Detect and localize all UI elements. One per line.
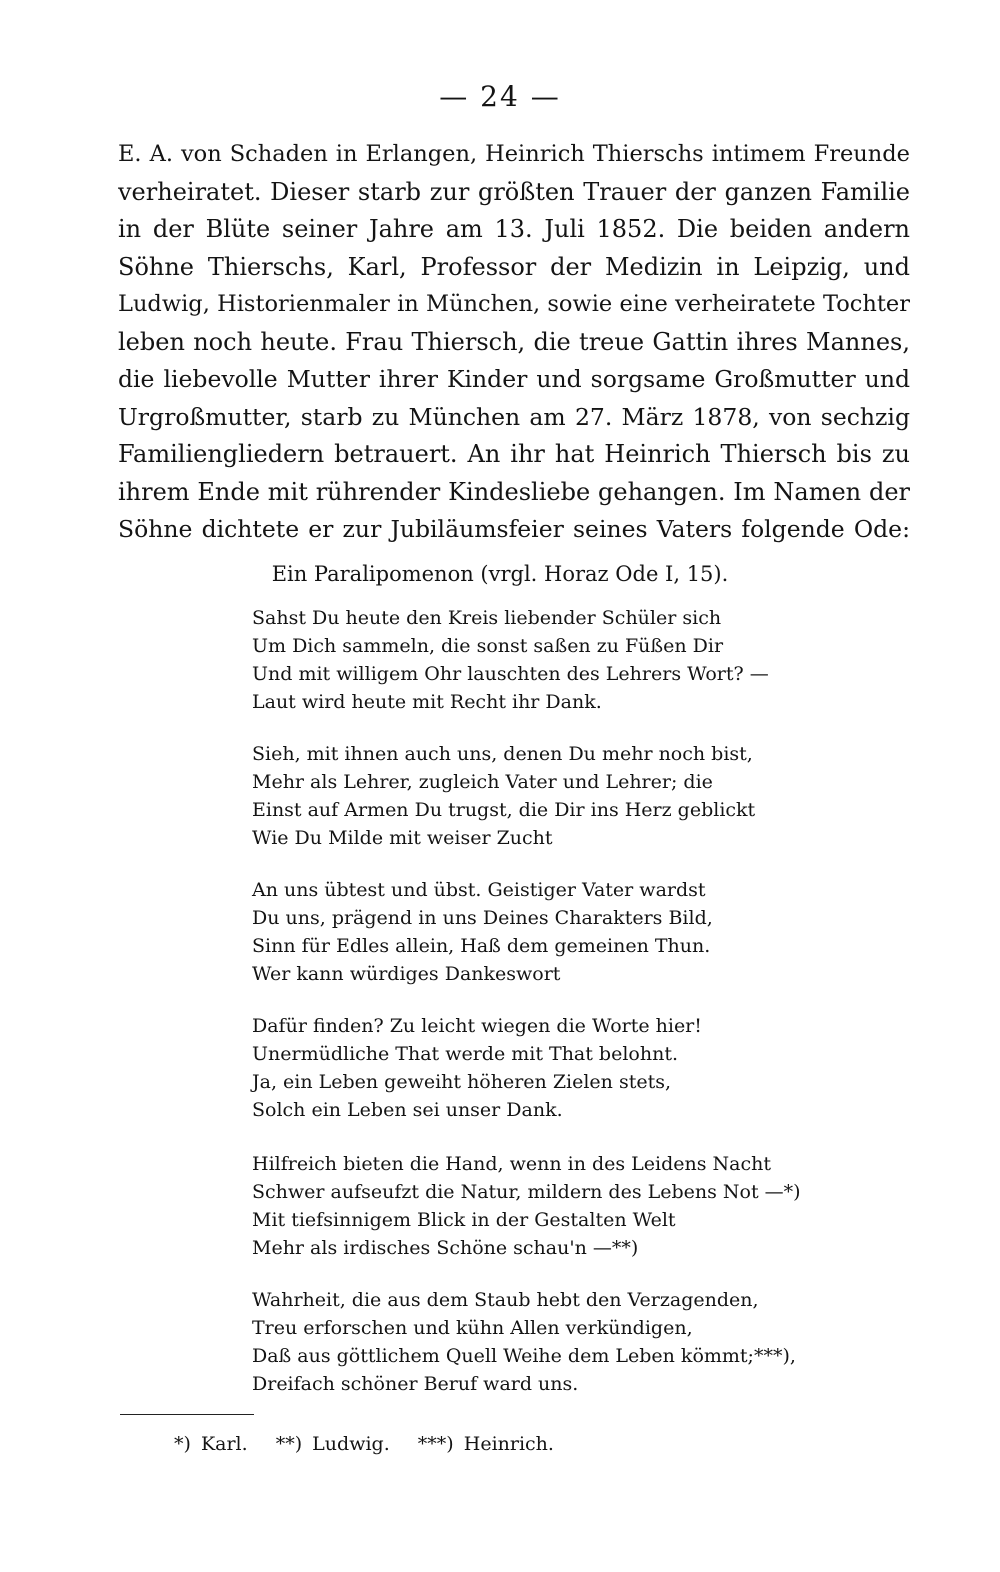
stanza-4 (252, 1012, 702, 1124)
verse: Und mit willigem Ohr lauschten des Lehrers Wort? — (252, 663, 769, 685)
prose-line: Ludwig, Historienmaler in München, sowie eine verheiratete Tochter (118, 291, 910, 317)
prose-line: Söhne Thierschs, Karl, Professor der Medizin in Leipzig, und (118, 252, 910, 281)
verse: Sahst Du heute den Kreis liebender Schüler sich (252, 607, 722, 629)
prose-line: die liebevolle Mutter ihrer Kinder und sorgsame Großmutter und (118, 365, 910, 393)
verse: Solch ein Leben sei unser Dank. (252, 1099, 563, 1121)
verse: Dreifach schöner Beruf ward uns. (252, 1373, 579, 1395)
verse: Mehr als irdisches Schöne schau'n —**) (252, 1237, 639, 1259)
stanza-2 (252, 740, 755, 852)
footnote-divider (120, 1414, 254, 1415)
verse: Ja, ein Leben geweiht höheren Zielen stets, (252, 1071, 672, 1093)
prose-line: Urgroßmutter, starb zu München am 27. März 1878, von sechzig (118, 402, 910, 431)
verse: Einst auf Armen Du trugst, die Dir ins Herz geblickt (252, 799, 756, 821)
stanza-3 (252, 876, 713, 988)
verse: Wer kann würdiges Dankeswort (252, 963, 561, 985)
verse: Sinn für Edles allein, Haß dem gemeinen Thun. (252, 935, 711, 957)
footnote: ***) Heinrich. (417, 1433, 554, 1455)
footnote: **) Ludwig. (275, 1433, 390, 1455)
verse: Wie Du Milde mit weiser Zucht (252, 827, 553, 849)
verse: Mit tiefsinnigem Blick in der Gestalten Welt (252, 1209, 676, 1231)
stanza-5 (252, 1150, 801, 1262)
verse: Daß aus göttlichem Quell Weihe dem Leben kömmt;***), (252, 1345, 796, 1367)
stanza-6 (252, 1286, 796, 1398)
verse: Dafür finden? Zu leicht wiegen die Worte hier! (252, 1015, 702, 1037)
verse: Um Dich sammeln, die sonst saßen zu Füßen Dir (252, 635, 724, 657)
verse: Du uns, prägend in uns Deines Charakters Bild, (252, 907, 713, 929)
verse: An uns übtest und übst. Geistiger Vater wardst (252, 879, 706, 901)
verse: Unermüdliche That werde mit That belohnt. (252, 1043, 679, 1065)
prose-line: Söhne dichtete er zur Jubiläumsfeier seines Vaters folgende Ode: (118, 515, 910, 543)
prose-line: ihrem Ende mit rührender Kindesliebe gehangen. Im Namen der (118, 477, 910, 506)
footnotes (174, 1433, 572, 1455)
footnote: *) Karl. (174, 1433, 248, 1455)
page-number: — 24 — (439, 80, 561, 113)
verse: Hilfreich bieten die Hand, wenn in des Leidens Nacht (252, 1153, 772, 1175)
poem-title: Ein Paralipomenon (vrgl. Horaz Ode I, 15). (271, 562, 729, 586)
prose-line: leben noch heute. Frau Thiersch, die treue Gattin ihres Mannes, (118, 327, 910, 356)
verse: Sieh, mit ihnen auch uns, denen Du mehr noch bist, (252, 743, 753, 765)
verse: Treu erforschen und kühn Allen verkündigen, (252, 1317, 693, 1339)
verse: Laut wird heute mit Recht ihr Dank. (252, 691, 602, 713)
verse: Schwer aufseufzt die Natur, mildern des Lebens Not —*) (252, 1181, 801, 1203)
prose-line: E. A. von Schaden in Erlangen, Heinrich Thierschs intimem Freunde (118, 141, 910, 167)
prose-line: in der Blüte seiner Jahre am 13. Juli 1852. Die beiden andern (118, 215, 910, 243)
verse: Wahrheit, die aus dem Staub hebt den Verzagenden, (252, 1289, 759, 1311)
stanza-1 (252, 604, 769, 716)
prose-line: verheiratet. Dieser starb zur größten Trauer der ganzen Familie (118, 177, 910, 206)
prose-line: Familiengliedern betrauert. An ihr hat Heinrich Thiersch bis zu (118, 440, 910, 468)
verse: Mehr als Lehrer, zugleich Vater und Lehrer; die (252, 771, 713, 793)
body-paragraph (118, 136, 910, 549)
